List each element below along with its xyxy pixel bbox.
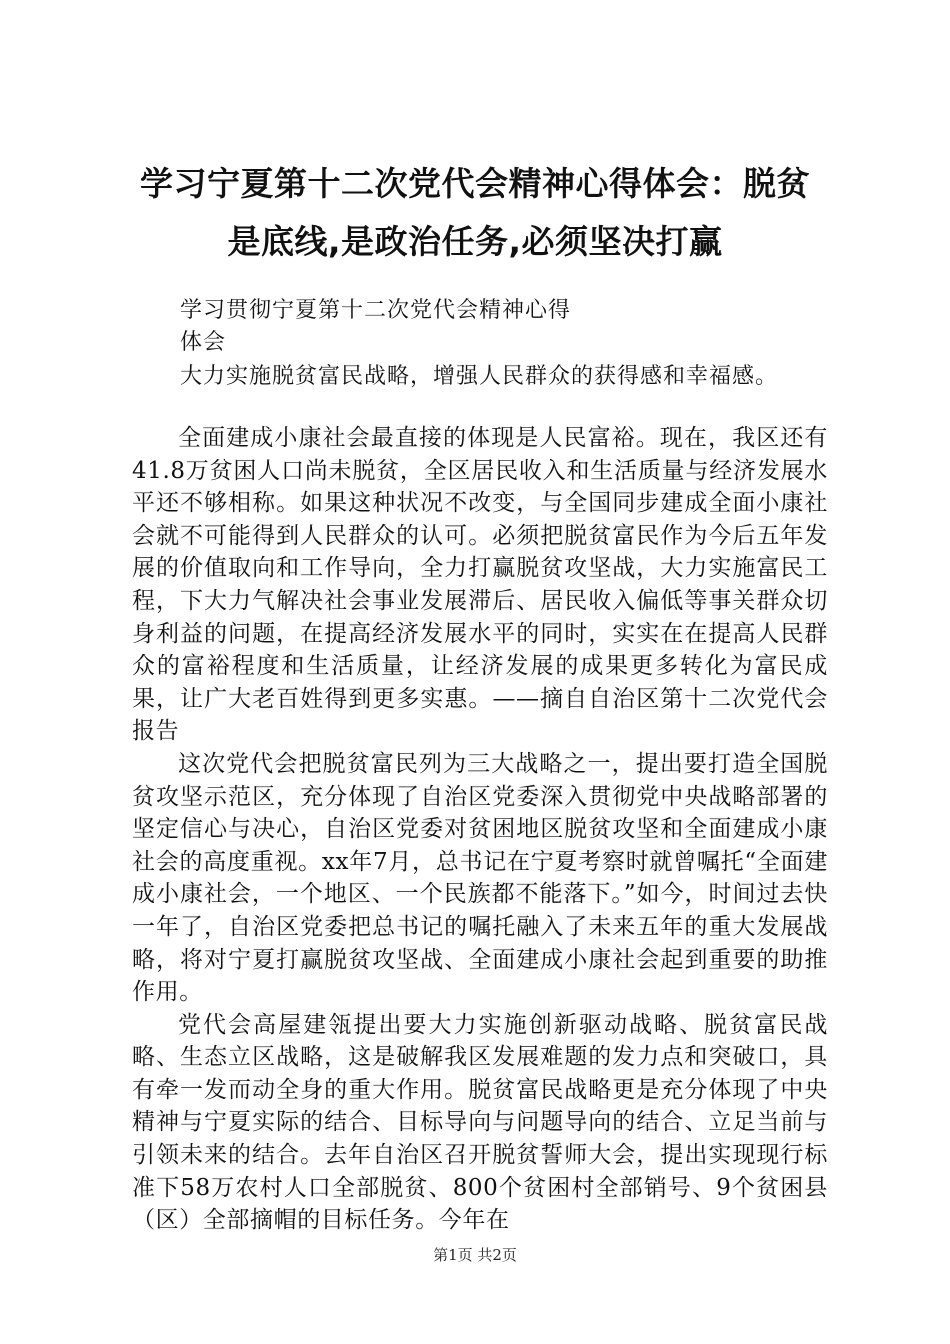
document-title-line-2: 是底线,是政治任务,必须坚决打赢 (227, 222, 723, 261)
subtitle-line-2: 体会 (180, 330, 227, 355)
page-footer: 第1页 共2页 (433, 1246, 517, 1264)
body-paragraph: 党代会高屋建瓴提出要大力实施创新驱动战略、脱贫富民战略、生态立区战略，这是破解我区发展难题的发力点和突破口，具有牵一发而动全身的重大作用。脱贫富民战略更是充分体现了中央精神与宁夏实际的结合、目标导向与问题导向的结合、立足当前与引领未来的结合。去年自治区召开脱贫誓师大会，提出实现现行标准下58万农村人口全部脱贫、800个贫困村全部销号、9个贫困县（区）全部摘帽的目标任务。今年在 (132, 1011, 828, 1234)
body-paragraph: 全面建成小康社会最直接的体现是人民富裕。现在，我区还有41.8万贫困人口尚未脱贫，全区居民收入和生活质量与经济发展水平还不够相称。如果这种状况不改变，与全国同步建成全面小康社会就不可能得到人民群众的认可。必须把脱贫富民作为今后五年发展的价值取向和工作导向，全力打赢脱贫攻坚战，大力实施富民工程，下大力气解决社会事业发展滞后、居民收入偏低等事关群众切身利益的问题，在提高经济发展水平的同时，实实在在提高人民群众的富裕程度和生活质量，让经济发展的成果更多转化为富民成果，让广大老百姓得到更多实惠。——摘自自治区第十二次党代会报告 (132, 425, 828, 745)
subtitle-line-3: 大力实施脱贫富民战略，增强人民群众的获得感和幸福感。 (180, 364, 779, 389)
document-title-line-1: 学习宁夏第十二次党代会精神心得体会：脱贫 (140, 164, 810, 203)
body-paragraph: 这次党代会把脱贫富民列为三大战略之一，提出要打造全国脱贫攻坚示范区，充分体现了自治区党委深入贯彻党中央战略部署的坚定信心与决心，自治区党委对贫困地区脱贫攻坚和全面建成小康社会的高度重视。xx年7月，总书记在宁夏考察时就曾嘱托“全面建成小康社会，一个地区、一个民族都不能落下。”如今，时间过去快一年了，自治区党委把总书记的嘱托融入了未来五年的重大发展战略，将对宁夏打赢脱贫攻坚战、全面建成小康社会起到重要的助推作用。 (132, 750, 828, 1006)
document-body (132, 422, 828, 1237)
subtitle-line-1: 学习贯彻宁夏第十二次党代会精神心得 (180, 298, 572, 323)
